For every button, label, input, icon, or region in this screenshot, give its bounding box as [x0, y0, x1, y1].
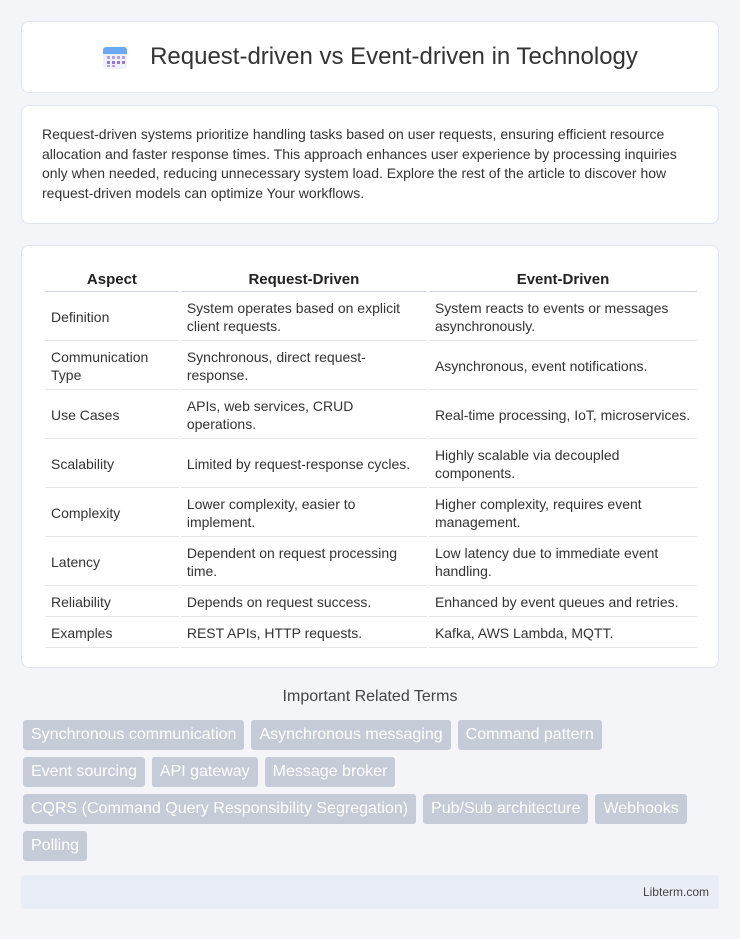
related-term-tag[interactable]: Command pattern: [458, 720, 602, 750]
aspect-cell: Use Cases: [45, 392, 179, 439]
event-driven-cell: Asynchronous, event notifications.: [429, 343, 697, 390]
table-row: [45, 619, 697, 648]
event-driven-cell: System reacts to events or messages asynchronously.: [429, 294, 697, 341]
footer: [21, 875, 719, 909]
aspect-cell: Latency: [45, 539, 179, 586]
related-term-tag[interactable]: CQRS (Command Query Responsibility Segregation): [23, 794, 416, 824]
table-row: [45, 588, 697, 617]
related-term-tag[interactable]: Asynchronous messaging: [251, 720, 450, 750]
request-driven-cell: Depends on request success.: [181, 588, 427, 617]
page-title: Request-driven vs Event-driven in Technology: [150, 43, 638, 70]
request-driven-cell: Limited by request-response cycles.: [181, 441, 427, 488]
event-driven-cell: Low latency due to immediate event handling.: [429, 539, 697, 586]
aspect-cell: Examples: [45, 619, 179, 648]
table-row: [45, 392, 697, 439]
table-row: [45, 441, 697, 488]
request-driven-cell: Synchronous, direct request-response.: [181, 343, 427, 390]
related-term-tag[interactable]: Event sourcing: [23, 757, 145, 787]
related-terms-title: Important Related Terms: [282, 688, 458, 705]
aspect-cell: Complexity: [45, 490, 179, 537]
request-driven-cell: System operates based on explicit client requests.: [181, 294, 427, 341]
related-terms-list: [23, 720, 723, 861]
intro-paragraph: Request-driven systems prioritize handling tasks based on user requests, ensuring efficient resource allocation and faster response times. This approach enhances user experience by processing inquiries only when needed, reducing unnecessary system load. Explore the rest of the article to discover how request-driven models can optimize Your workflows.: [42, 126, 677, 201]
event-driven-cell: Highly scalable via decoupled components.: [429, 441, 697, 488]
title-wrap: [102, 43, 638, 71]
event-driven-cell: Enhanced by event queues and retries.: [429, 588, 697, 617]
table-row: [45, 539, 697, 586]
event-driven-cell: Kafka, AWS Lambda, MQTT.: [429, 619, 697, 648]
related-term-tag[interactable]: API gateway: [152, 757, 258, 787]
comparison-card: [21, 245, 719, 668]
header-aspect: Aspect: [45, 268, 179, 292]
table-row: [45, 490, 697, 537]
header-request-driven: Request-Driven: [181, 268, 427, 292]
aspect-cell: Scalability: [45, 441, 179, 488]
header-card: [21, 21, 719, 93]
related-term-tag[interactable]: Webhooks: [595, 794, 686, 824]
request-driven-cell: REST APIs, HTTP requests.: [181, 619, 427, 648]
table-row: [45, 343, 697, 390]
related-term-tag[interactable]: Message broker: [265, 757, 396, 787]
footer-site-link[interactable]: Libterm.com: [642, 885, 709, 899]
table-row: [45, 294, 697, 341]
related-term-tag[interactable]: Polling: [23, 831, 87, 861]
aspect-cell: Definition: [45, 294, 179, 341]
request-driven-cell: APIs, web services, CRUD operations.: [181, 392, 427, 439]
aspect-cell: Communication Type: [45, 343, 179, 390]
related-term-tag[interactable]: Synchronous communication: [23, 720, 244, 750]
calendar-icon: [102, 44, 128, 70]
event-driven-cell: Real-time processing, IoT, microservices.: [429, 392, 697, 439]
intro-card: [21, 105, 719, 224]
comparison-table: [43, 266, 699, 650]
event-driven-cell: Higher complexity, requires event management.: [429, 490, 697, 537]
aspect-cell: Reliability: [45, 588, 179, 617]
request-driven-cell: Lower complexity, easier to implement.: [181, 490, 427, 537]
request-driven-cell: Dependent on request processing time.: [181, 539, 427, 586]
related-term-tag[interactable]: Pub/Sub architecture: [423, 794, 588, 824]
header-event-driven: Event-Driven: [429, 268, 697, 292]
